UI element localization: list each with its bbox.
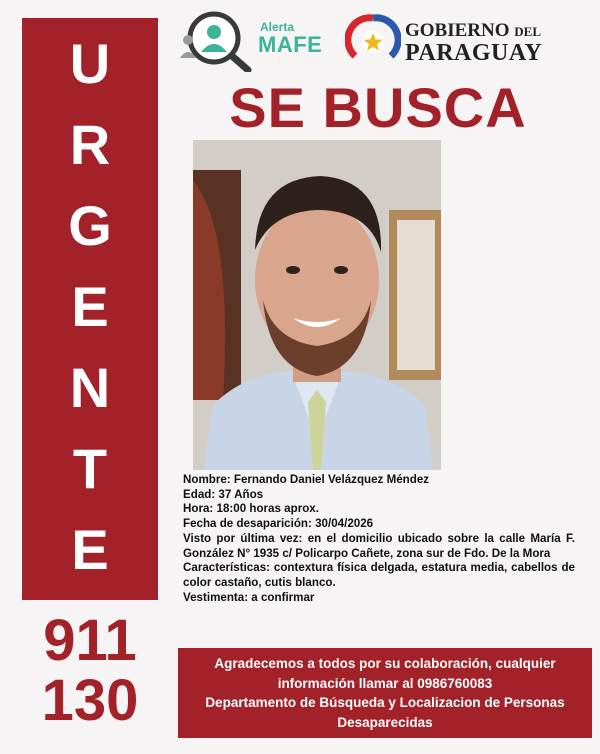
- detail-name: Nombre: Fernando Daniel Velázquez Méndez: [183, 473, 430, 486]
- gobierno-text: GOBIERNO DEL: [405, 20, 542, 41]
- urgent-letter: E: [71, 275, 109, 338]
- paraguay-seal-icon: [345, 12, 401, 68]
- urgent-banner: [22, 18, 158, 600]
- detail-age: Edad: 37 Años: [183, 487, 264, 501]
- paraguay-text: PARAGUAY: [405, 40, 543, 66]
- footer-phone-line: información llamar al 0986760083: [277, 675, 493, 691]
- detail-time: Hora: 18:00 horas aprox.: [183, 502, 319, 516]
- alerta-mafe-logo: [178, 8, 328, 72]
- poster-headline: SE BUSCA: [229, 76, 527, 139]
- person-portrait: [193, 140, 441, 470]
- emergency-number: 911: [43, 608, 137, 673]
- contact-footer: [178, 648, 592, 738]
- detail-characteristics: Características: contextura física delgada, estatura media, cabellos de color castaño, cutis blanco.: [183, 561, 575, 589]
- footer-department: Desaparecidas: [337, 714, 433, 730]
- detail-last-seen: Visto por última vez: en el domicilio ubicado sobre la calle María F. González N° 1935 c/ Policarpo Cañete, zona sur de Fdo. De la Mora: [183, 531, 575, 560]
- missing-person-photo: [193, 140, 441, 470]
- person-details: [183, 473, 575, 605]
- urgent-letter: G: [68, 194, 112, 257]
- alerta-label: Alerta: [260, 20, 295, 34]
- magnifier-person-icon: [178, 8, 260, 72]
- detail-clothing: Vestimenta: a confirmar: [183, 590, 315, 604]
- emergency-number: 130: [41, 668, 139, 733]
- gobierno-paraguay-logo: [345, 12, 575, 70]
- footer-department: Departamento de Búsqueda y Localizacion de Personas: [205, 695, 565, 710]
- urgent-letter: U: [69, 32, 111, 95]
- detail-date: Fecha de desaparición: 30/04/2026: [183, 517, 374, 531]
- urgent-letter: E: [71, 518, 109, 581]
- footer-line: Agradecemos a todos por su colaboración, cualquier: [214, 656, 556, 671]
- urgent-letter: N: [69, 356, 111, 419]
- mafe-label: MAFE: [258, 32, 323, 57]
- urgent-letter: T: [72, 437, 108, 500]
- urgent-letter: R: [69, 113, 111, 176]
